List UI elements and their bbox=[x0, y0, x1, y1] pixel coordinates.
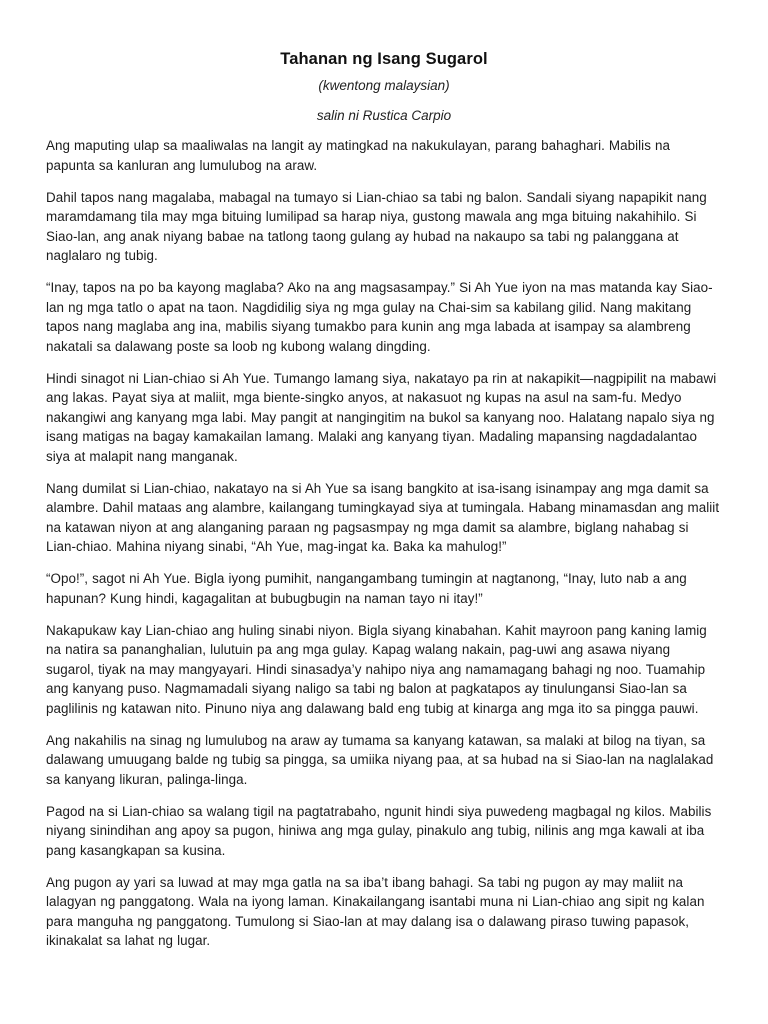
paragraph-6: “Opo!”, sagot ni Ah Yue. Bigla iyong pumihit, nangangambang tumingin at nagtanong, “Inay, luto nab a ang hapunan? Kung hindi, kagagalitan at bubugbugin na naman tayo ni itay!” bbox=[46, 571, 687, 606]
paragraph-7: Nakapukaw kay Lian-chiao ang huling sinabi niyon. Bigla siyang kinabahan. Kahit mayroon pang kaning lamig na natira sa pananghalian, lulutuin pa ang mga gulay. Kapag walang nakain, pag-uwi ang asawa niyang sugarol, tiyak na may mangyayari. Hindi sinasadya’y nahipo niya ang namamagang bahagi ng noo. Tuamahip ang kanyang puso. Nagmamadali siyang naligo sa tabi ng balon at pagkatapos ay tinulungansi Siao-lan sa paglilinis ng katawan nito. Pinuno niya ang dalawang bald eng tubig at kinarga ang mga ito sa pingga pauwi. bbox=[46, 622, 707, 716]
paragraph-1: Ang maputing ulap sa maaliwalas na langit ay matingkad na nakukulayan, parang bahaghari. Mabilis na papunta sa kanluran ang lumulubog na araw. bbox=[46, 138, 671, 173]
paragraph-2: Dahil tapos nang magalaba, mabagal na tumayo si Lian-chiao sa tabi ng balon. Sandali siyang napapikit nang maramdamang tila may mga bituing lumilipad sa harap niya, gustong mawala ang mga bituing nakahihilo. Si Siao-lan, ang anak niyang babae na tatlong taong gulang ay hubad na nakaupo sa tabi ng palanggana at naglalaro ng tubig. bbox=[46, 189, 707, 263]
paragraph-10: Ang pugon ay yari sa luwad at may mga gatla na sa iba’t ibang bahagi. Sa tabi ng pugon ay may maliit na lalagyan ng panggatong. Wala na iyong laman. Kinakailangang isantabi muna ni Lian-chiao ang sipit ng kalan para manguha ng panggatong. Tumulong si Siao-lan at may dalang isa o dalawang piraso tuwing papasok, ikinakalat sa lahat ng lugar. bbox=[46, 874, 705, 948]
translator-credit: salin ni Rustica Carpio bbox=[316, 108, 452, 123]
paragraph-4: Hindi sinagot ni Lian-chiao si Ah Yue. Tumango lamang siya, nakatayo pa rin at nakapikit—nagpipilit na mabawi ang lakas. Payat siya at maliit, mga biente-singko anyos, at nakasuot ng kupas na asul na sam-fu. Medyo nakangiwi ang kanyang mga labi. May pangit at nangingitim na bukol sa kanyang noo. Halatang napalo siya ng isang matigas na bagay kamakailan lamang. Malaki ang kanyang tiyan. Madaling mapansing nagdadalantao siya at malapit nang manganak. bbox=[46, 370, 717, 464]
document-subtitle: (kwentong malaysian) bbox=[318, 78, 450, 93]
paragraph-5: Nang dumilat si Lian-chiao, nakatayo na si Ah Yue sa isang bangkito at isa-isang isinampay ang mga damit sa alambre. Dahil mataas ang alambre, kailangang tumingkayad siya at tumingala. Habang minamasdan ang maliit na katawan niyon at ang alanganing paraan ng pagsasmpay ng mga damit sa alambre, biglang nahabag si Lian-chiao. Mahina niyang sinabi, “Ah Yue, mag-ingat ka. Baka ka mahulog!” bbox=[46, 480, 720, 554]
paragraph-8: Ang nakahilis na sinag ng lumulubog na araw ay tumama sa kanyang katawan, sa malaki at bilog na tiyan, sa dalawang umuugang balde ng tubig sa pingga, sa umiika niyang paa, at sa hubad na si Siao-lan na naglalakad sa kanyang likuran, palinga-linga. bbox=[46, 732, 714, 787]
paragraph-9: Pagod na si Lian-chiao sa walang tigil na pagtatrabaho, ngunit hindi siya puwedeng magbagal ng kilos. Mabilis niyang sinindihan ang apoy sa pugon, hiniwa ang mga gulay, pinakulo ang tubig, nilinis ang mga kawali at iba pang kasangkapan sa kusina. bbox=[46, 803, 712, 858]
document-title: Tahanan ng Isang Sugarol bbox=[280, 50, 488, 68]
paragraph-3: “Inay, tapos na po ba kayong maglaba? Ako na ang magsasampay.” Si Ah Yue iyon na mas matanda kay Siao-lan ng mga tatlo o apat na taon. Nagdidilig siya ng mga gulay na Chai-sim sa kabilang gilid. Nang makitang tapos nang maglaba ang ina, mabilis siyang tumakbo para kunin ang mga labada at isampay sa alambreng nakatali sa dalawang poste sa loob ng kubong walang dingding. bbox=[46, 280, 713, 354]
document-body bbox=[46, 136, 722, 951]
